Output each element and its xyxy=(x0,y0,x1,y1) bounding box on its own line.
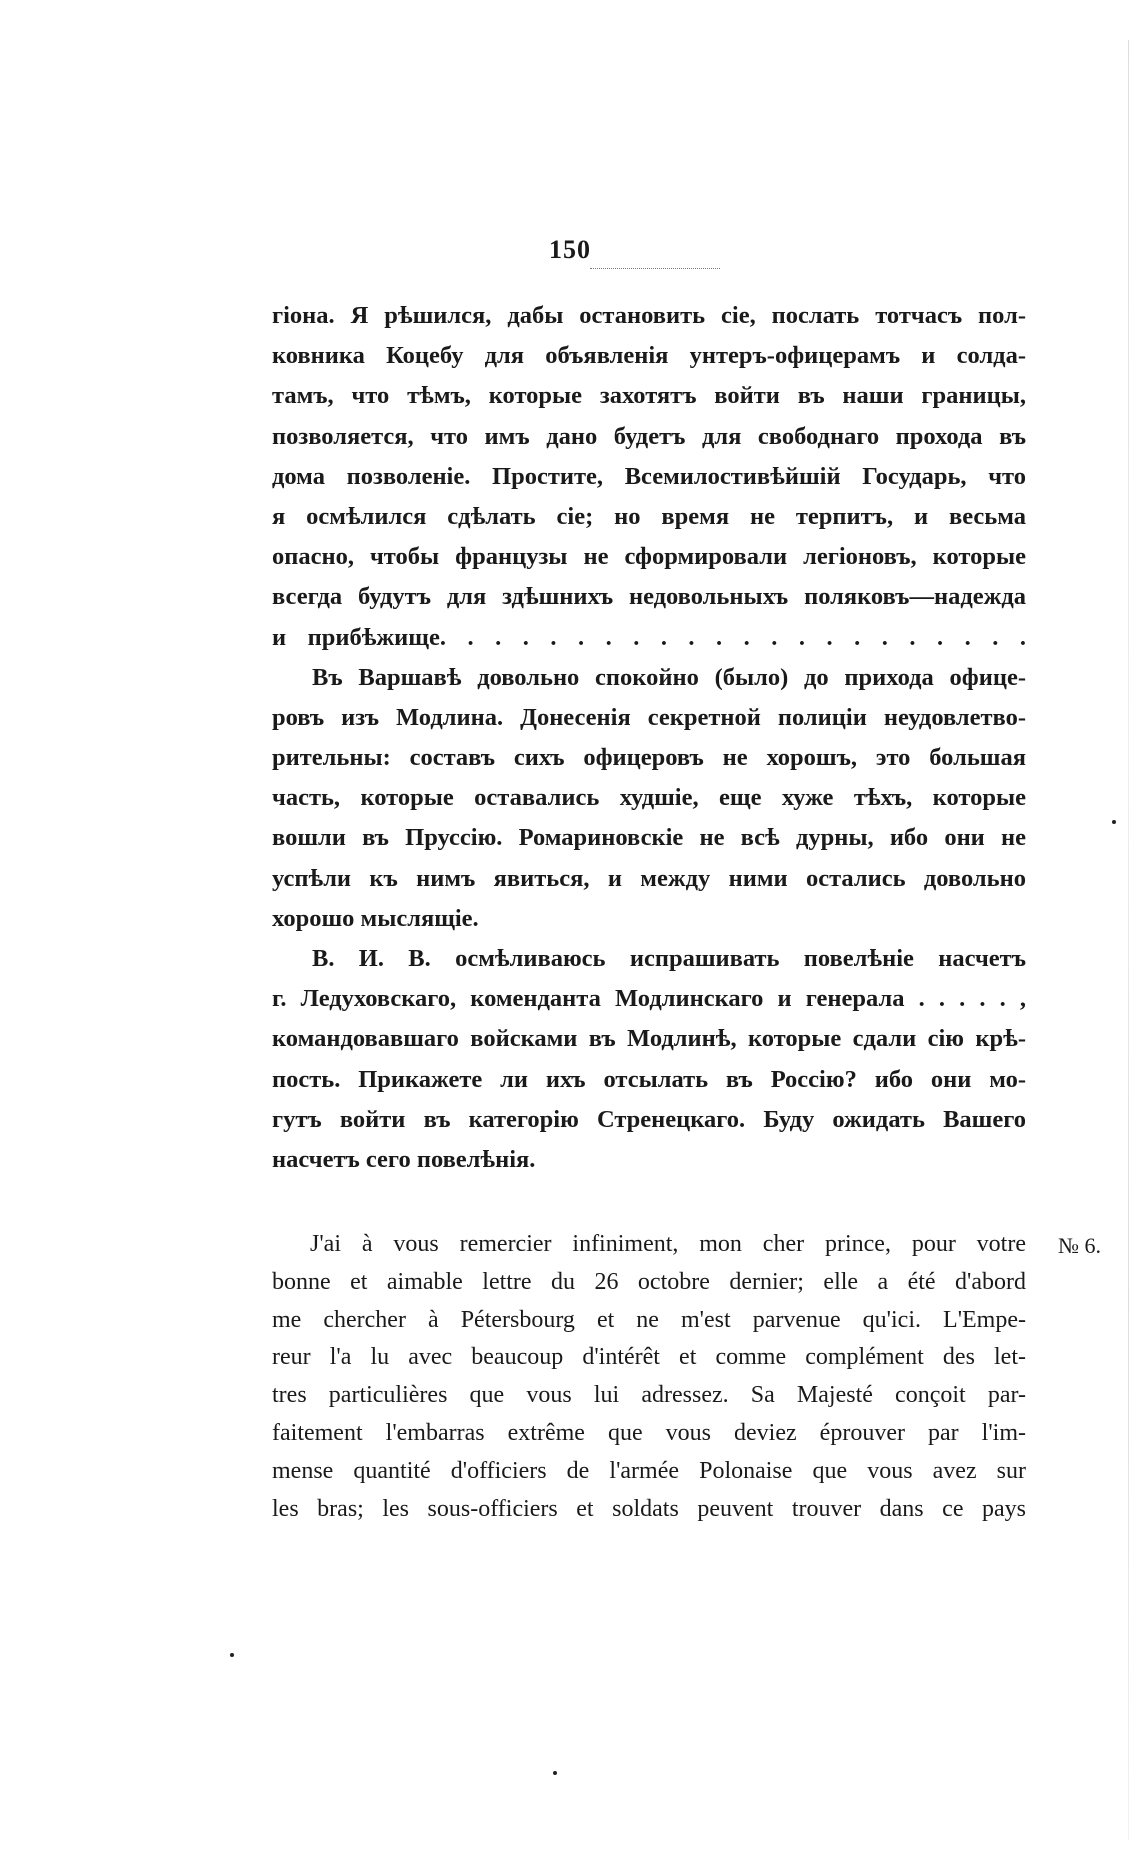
russian-text-block xyxy=(272,296,1026,1180)
text-line: В. И. В. осмѣливаюсь испрашивать повелѣніе насчетъ xyxy=(312,945,1026,972)
text-line: пость. Прикажете ли ихъ отсылать въ Россію? ибо они мо- xyxy=(272,1065,1026,1093)
text-line: Въ Варшавѣ довольно спокойно (было) до прихода офице- xyxy=(312,663,1026,691)
text-line: me chercher à Pétersbourg et ne m'est parvenue qu'ici. L'Empe- xyxy=(272,1306,1026,1333)
text-line: насчетъ сего повелѣнія. xyxy=(272,1145,536,1173)
text-line: вошли въ Пруссію. Ромариновскіе не всѣ дурны, ибо они не xyxy=(272,824,1026,852)
text-line: reur l'a lu avec beaucoup d'intérêt et comme complément des let- xyxy=(272,1344,1026,1371)
text-line: г. Ледуховскаго, коменданта Модлинскаго и генерала . . . . . , xyxy=(272,985,1026,1013)
text-line: дома позволеніе. Простите, Всемилостивѣйшій Государь, что xyxy=(272,462,1026,490)
document-number: № 6. xyxy=(1058,1233,1101,1258)
text-line: J'ai à vous remercier infiniment, mon cher prince, pour votre xyxy=(310,1231,1026,1257)
text-line: рительны: составъ сихъ офицеровъ не хорошъ, это большая xyxy=(272,744,1026,772)
text-line: bonne et aimable lettre du 26 octobre dernier; elle a été d'abord xyxy=(272,1268,1026,1295)
text-line: всегда будутъ для здѣшнихъ недовольныхъ поляковъ—надежда xyxy=(272,583,1026,611)
text-line: и прибѣжище. . . . . . . . . . . . . . . . . . . . . . xyxy=(272,623,1026,651)
text-line: faitement l'embarras extrême que vous deviez éprouver par l'im- xyxy=(272,1419,1026,1446)
text-line: успѣли къ нимъ явиться, и между ними остались довольно xyxy=(272,864,1026,892)
text-line: mense quantité d'officiers de l'armée Polonaise que vous avez sur xyxy=(272,1457,1026,1484)
text-line: гутъ войти въ категорію Стренецкаго. Буду ожидать Вашего xyxy=(272,1105,1026,1133)
text-line: опасно, чтобы французы не сформировали легіоновъ, которые xyxy=(272,543,1026,571)
text-line: тамъ, что тѣмъ, которые захотятъ войти въ наши границы, xyxy=(272,382,1026,410)
scan-speck xyxy=(553,1771,557,1775)
text-line: командовавшаго войсками въ Модлинѣ, которые сдали сію крѣ- xyxy=(272,1025,1026,1053)
text-line: les bras; les sous-officiers et soldats peuvent trouver dans ce pays xyxy=(272,1495,1026,1522)
page-number-rule xyxy=(590,268,720,269)
text-line: ковника Коцебу для объявленія унтеръ-офицерамъ и солда- xyxy=(272,342,1026,370)
scan-speck xyxy=(1112,820,1116,824)
scan-edge xyxy=(1128,40,1129,1840)
page-number: 150 xyxy=(549,235,591,264)
text-line: ровъ изъ Модлина. Донесенія секретной полиціи неудовлетво- xyxy=(272,703,1026,731)
text-line: часть, которые оставались худшіе, еще хуже тѣхъ, которые xyxy=(272,784,1026,812)
text-line: tres particulières que vous lui adressez. Sa Majesté conçoit par- xyxy=(272,1382,1026,1409)
text-line: гіона. Я рѣшился, дабы остановить сіе, послать тотчасъ пол- xyxy=(272,302,1026,329)
text-line: я осмѣлился сдѣлать сіе; но время не терпитъ, и весьма xyxy=(272,502,1026,530)
scan-speck xyxy=(230,1653,234,1657)
french-text-block xyxy=(272,1226,1026,1528)
text-line: позволяется, что имъ дано будетъ для свободнаго прохода въ xyxy=(272,422,1026,450)
text-line: хорошо мыслящіе. xyxy=(272,904,479,932)
